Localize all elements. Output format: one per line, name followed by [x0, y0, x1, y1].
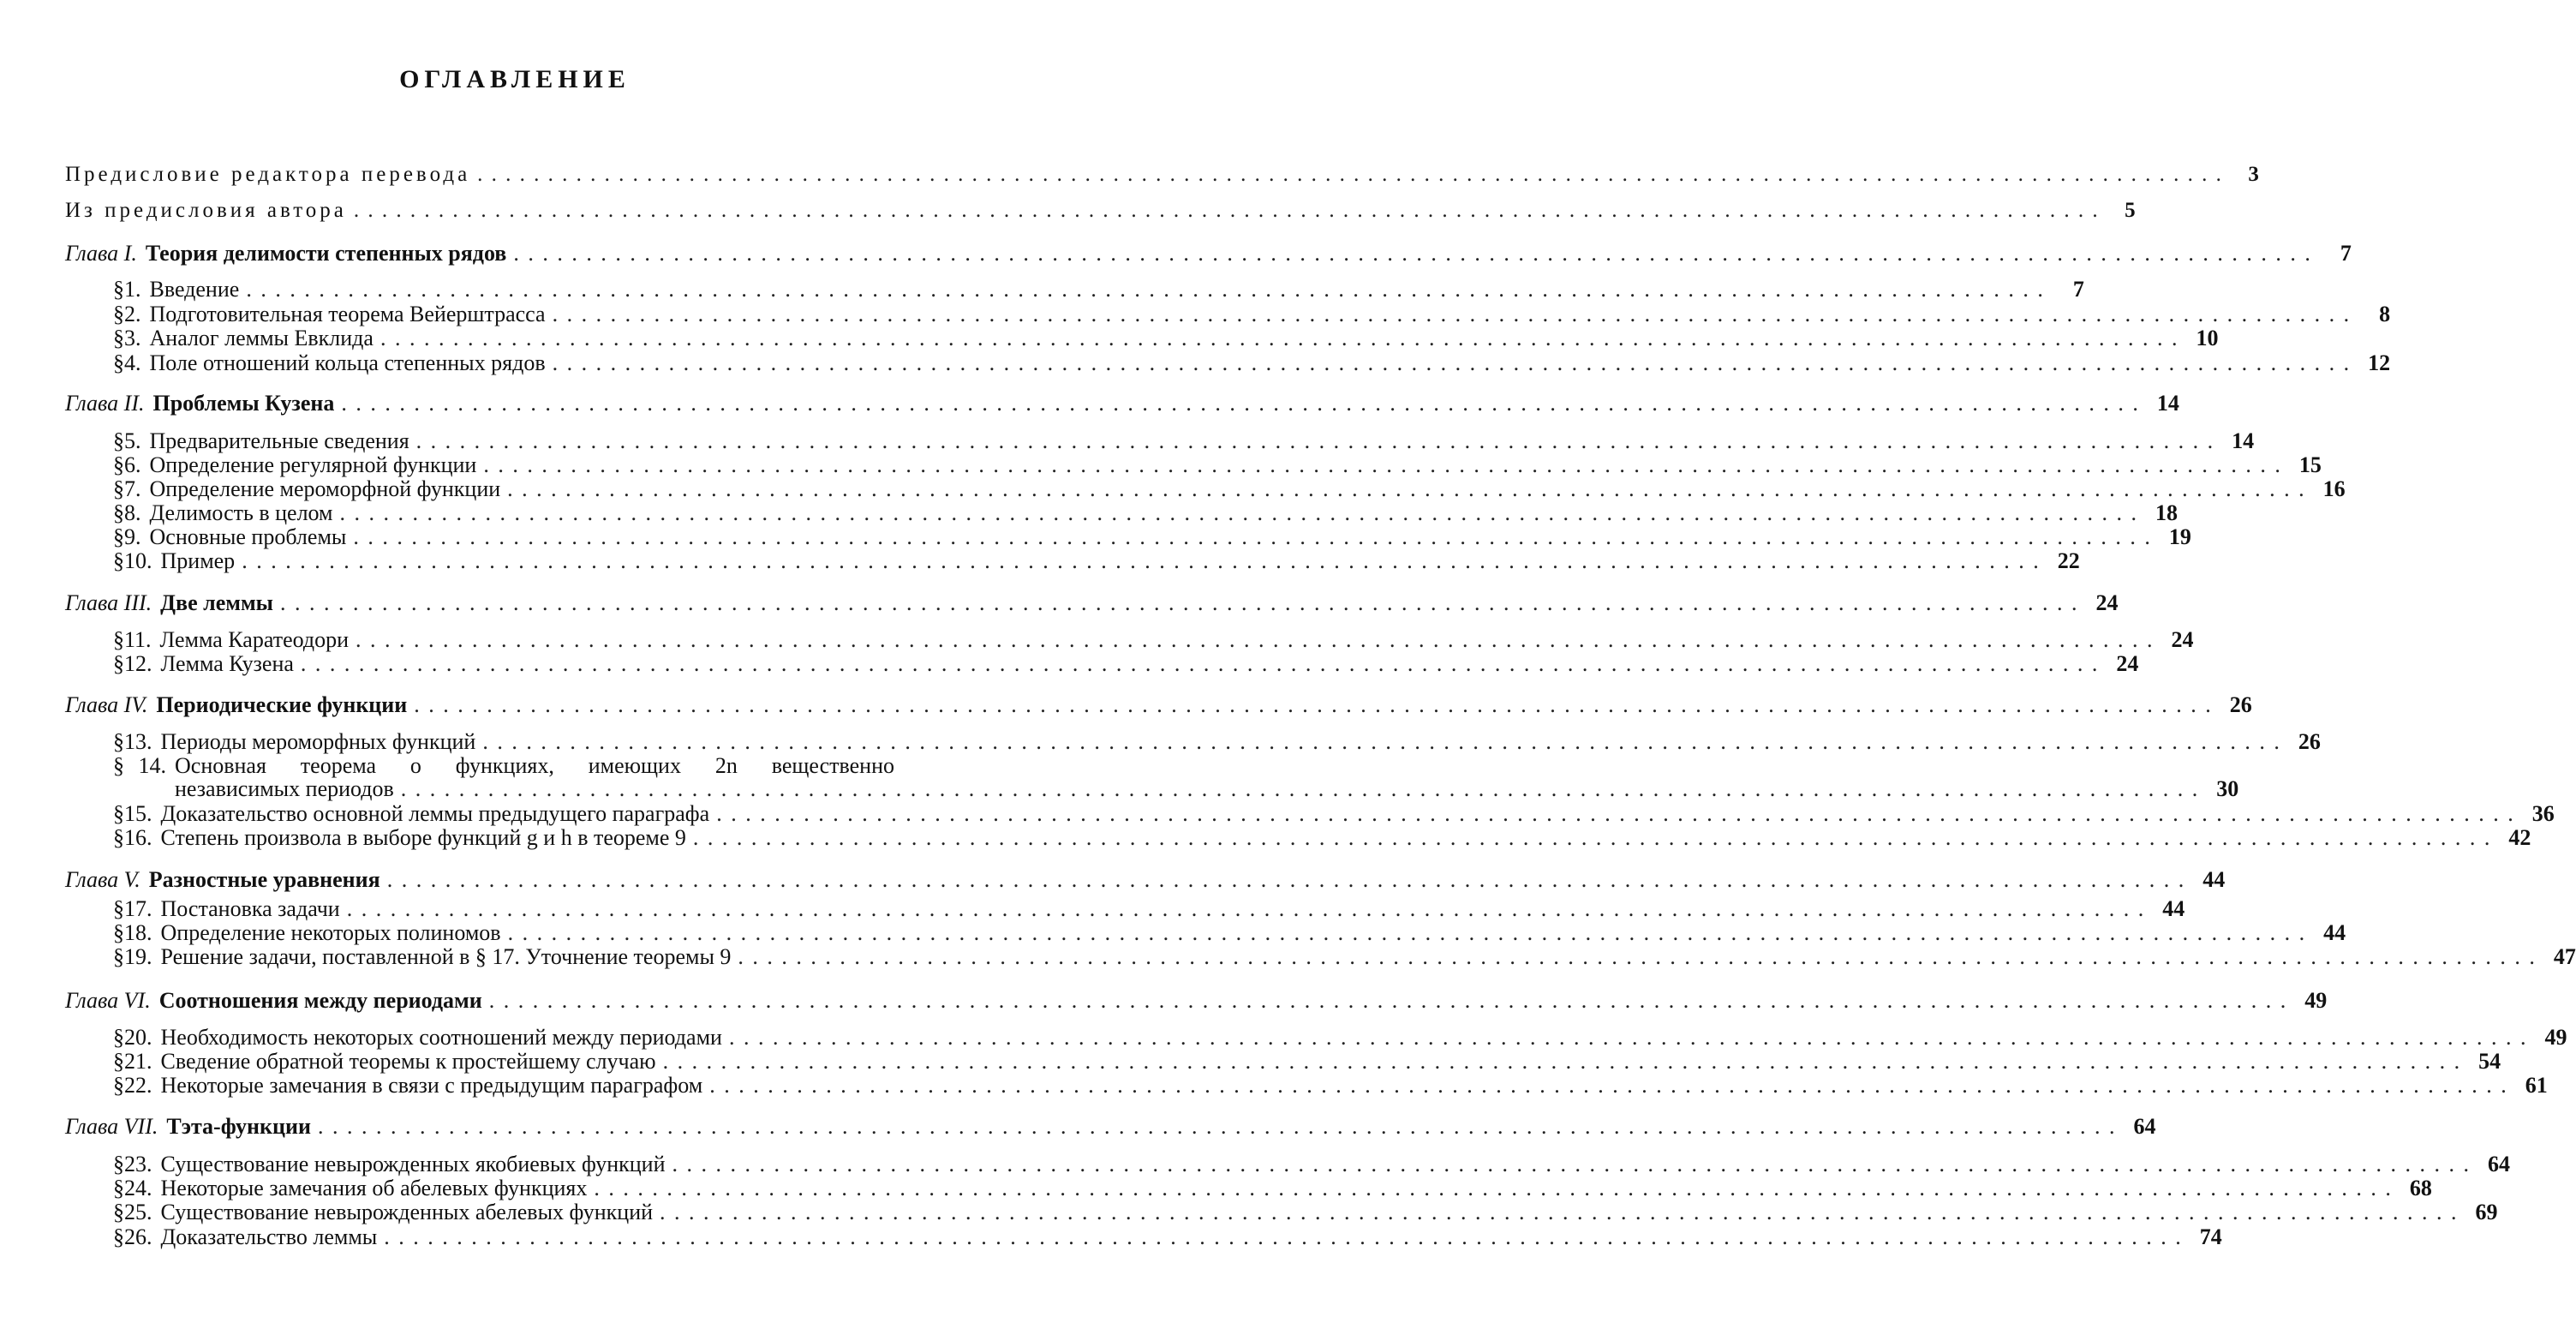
page-number: 10 — [2196, 326, 2219, 350]
section-sign: § — [113, 452, 124, 477]
section-sign: § — [113, 548, 124, 573]
dot-leader — [553, 351, 2352, 375]
section-15 — [65, 801, 2555, 826]
entry-title: Предисловие редактора перевода — [65, 163, 471, 186]
section-sign: § — [113, 1200, 124, 1224]
section-number: 10. — [124, 548, 152, 573]
section-sign: § — [113, 500, 124, 525]
page-number: 7 — [2072, 277, 2084, 302]
section-sign: § — [113, 524, 124, 549]
section-number: 15. — [124, 801, 152, 826]
section-19 — [65, 944, 2576, 969]
section-title: Периоды мероморфных функций — [160, 729, 476, 754]
dot-leader — [414, 693, 2213, 717]
dot-leader — [280, 591, 2079, 615]
chapter-label: Глава IV. — [65, 692, 148, 717]
dot-leader — [729, 1026, 2528, 1050]
page-number: 24 — [2095, 590, 2119, 615]
page-number: 3 — [2248, 163, 2262, 186]
section-title: Основная теорема о функциях, имеющих 2n вещественно — [175, 753, 894, 778]
page-number: 14 — [2232, 428, 2255, 453]
page-number: 18 — [2155, 500, 2179, 525]
chapter-7-heading — [65, 1114, 2156, 1139]
dot-leader — [672, 1152, 2471, 1176]
section-title: Степень произвола в выборе функций g и h в теореме 9 — [160, 825, 686, 850]
page-number: 8 — [2379, 302, 2391, 326]
chapter-title: Теория делимости степенных рядов — [145, 241, 507, 266]
section-number: 22. — [124, 1073, 152, 1098]
page-number: 30 — [2216, 776, 2239, 801]
dot-leader — [242, 549, 2041, 573]
dot-leader — [246, 278, 2045, 302]
page-number: 74 — [2199, 1224, 2222, 1249]
section-title: Существование невырожденных якобиевых функций — [160, 1152, 666, 1176]
section-title: Определение мероморфной функции — [149, 476, 501, 501]
page-number: 49 — [2304, 988, 2328, 1013]
section-title: Введение — [149, 277, 240, 302]
dot-leader — [489, 989, 2288, 1013]
section-18 — [65, 920, 2346, 945]
page-number: 68 — [2409, 1176, 2432, 1200]
page-number: 22 — [2057, 548, 2080, 573]
section-title: Существование невырожденных абелевых функций — [160, 1200, 654, 1224]
section-12 — [65, 651, 2139, 676]
section-number: 16. — [124, 825, 152, 850]
section-number: 19. — [124, 944, 152, 969]
section-sign: § — [113, 476, 124, 501]
chapter-title: Тэта-функции — [166, 1114, 311, 1139]
toc-entry-front-2 — [65, 199, 2139, 223]
section-2 — [65, 302, 2391, 326]
section-17 — [65, 896, 2185, 921]
chapter-label: Глава V. — [65, 867, 140, 892]
dot-leader — [508, 921, 2307, 945]
section-title: Делимость в целом — [149, 500, 333, 525]
section-number: 13. — [124, 729, 152, 754]
section-title: Постановка задачи — [160, 896, 340, 921]
chapter-1-heading — [65, 241, 2352, 266]
page-number: 42 — [2508, 825, 2531, 850]
toc-page — [65, 0, 2576, 1317]
chapter-6-heading — [65, 988, 2328, 1013]
section-sign: § — [113, 627, 124, 652]
page-number: 36 — [2531, 801, 2555, 826]
page-number: 16 — [2322, 476, 2346, 501]
section-sign: § — [113, 1152, 124, 1176]
section-sign: § — [113, 753, 124, 778]
section-sign: § — [113, 801, 124, 826]
section-sign: § — [113, 1025, 124, 1050]
page-number: 47 — [2553, 944, 2576, 969]
chapter-4-heading — [65, 692, 2252, 717]
section-sign: § — [113, 1224, 124, 1249]
dot-leader — [477, 163, 2223, 187]
entry-title: Из предисловия автора — [65, 199, 347, 222]
section-sign: § — [113, 651, 124, 676]
dot-leader — [660, 1200, 2459, 1224]
chapter-label: Глава VII. — [65, 1114, 158, 1139]
dot-leader — [353, 525, 2152, 549]
chapter-title: Разностные уравнения — [148, 867, 380, 892]
section-title: Подготовительная теорема Вейерштрасса — [149, 302, 546, 326]
page-number: 12 — [2368, 350, 2391, 375]
page-title: ОГЛАВЛЕНИЕ — [399, 65, 631, 93]
dot-leader — [482, 730, 2281, 754]
dot-leader — [347, 897, 2146, 921]
page-number: 26 — [2298, 729, 2321, 754]
section-number: 11. — [124, 627, 152, 652]
section-sign: § — [113, 1073, 124, 1098]
section-number: 1. — [124, 277, 141, 302]
section-number: 25. — [124, 1200, 152, 1224]
section-sign: § — [113, 326, 124, 350]
section-title: Лемма Каратеодори — [159, 627, 350, 652]
section-number: 7. — [124, 476, 141, 501]
chapter-5-heading — [65, 867, 2226, 892]
dot-leader — [401, 777, 2200, 801]
section-6 — [65, 452, 2322, 477]
chapter-label: Глава III. — [65, 590, 152, 615]
section-16 — [65, 825, 2531, 850]
section-10 — [65, 548, 2080, 573]
section-14-continuation — [65, 776, 2239, 801]
section-sign: § — [113, 302, 124, 326]
section-number: 24. — [124, 1176, 152, 1200]
page-number: 69 — [2475, 1200, 2498, 1224]
page-number: 61 — [2525, 1073, 2548, 1098]
section-number: 4. — [124, 350, 141, 375]
dot-leader — [340, 501, 2139, 525]
section-title: Основные проблемы — [149, 524, 347, 549]
dot-leader — [594, 1176, 2393, 1200]
section-title: Некоторые замечания об абелевых функциях — [160, 1176, 588, 1200]
section-title-continuation: независимых периодов — [175, 776, 394, 801]
dot-leader — [513, 242, 2312, 266]
section-title: Поле отношений кольца степенных рядов — [149, 350, 546, 375]
dot-leader — [663, 1050, 2462, 1074]
section-number: 21. — [124, 1049, 152, 1074]
section-title: Доказательство леммы — [160, 1224, 378, 1249]
section-number: 3. — [124, 326, 141, 350]
section-sign: § — [113, 277, 124, 302]
chapter-3-heading — [65, 590, 2119, 615]
section-number: 26. — [124, 1224, 152, 1249]
section-20 — [65, 1025, 2567, 1050]
chapter-title: Две леммы — [160, 590, 273, 615]
chapter-label: Глава VI. — [65, 988, 151, 1013]
dot-leader — [716, 802, 2515, 826]
section-24 — [65, 1176, 2432, 1200]
dot-leader — [483, 453, 2282, 477]
dot-leader — [380, 326, 2179, 350]
section-sign: § — [113, 1049, 124, 1074]
section-number: 12. — [124, 651, 152, 676]
section-sign: § — [113, 944, 124, 969]
section-title: Пример — [160, 548, 236, 573]
dot-leader — [553, 302, 2352, 326]
section-title: Доказательство основной леммы предыдущего параграфа — [160, 801, 710, 826]
toc-entry-front-1 — [65, 163, 2262, 187]
section-sign: § — [113, 896, 124, 921]
section-number: 23. — [124, 1152, 152, 1176]
section-sign: § — [113, 350, 124, 375]
dot-leader — [356, 628, 2155, 652]
section-sign: § — [113, 729, 124, 754]
section-number: 8. — [124, 500, 141, 525]
dot-leader — [507, 477, 2306, 501]
chapter-title: Проблемы Кузена — [152, 391, 335, 416]
dot-leader — [301, 652, 2100, 676]
section-title: Аналог леммы Евклида — [149, 326, 374, 350]
dot-leader — [354, 199, 2100, 223]
page-number: 44 — [2162, 896, 2185, 921]
section-8 — [65, 500, 2179, 525]
chapter-label: Глава I. — [65, 241, 137, 266]
chapter-label: Глава II. — [65, 391, 145, 416]
section-22 — [65, 1073, 2548, 1098]
section-number: 5. — [124, 428, 141, 453]
section-title: Решение задачи, поставленной в § 17. Уточнение теоремы 9 — [160, 944, 732, 969]
section-14 — [65, 754, 965, 778]
page-number: 26 — [2229, 692, 2252, 717]
chapter-2-heading — [65, 391, 2179, 416]
page-number: 49 — [2544, 1025, 2567, 1050]
page-number: 54 — [2478, 1049, 2501, 1074]
section-26 — [65, 1224, 2222, 1249]
dot-leader — [693, 826, 2492, 850]
dot-leader — [709, 1074, 2508, 1098]
section-number: 6. — [124, 452, 141, 477]
dot-leader — [416, 429, 2215, 453]
dot-leader — [387, 868, 2186, 892]
section-11 — [65, 627, 2194, 652]
page-number: 64 — [2133, 1114, 2156, 1139]
page-number: 15 — [2298, 452, 2322, 477]
section-number: 20. — [124, 1025, 152, 1050]
page-number: 44 — [2323, 920, 2346, 945]
section-title: Определение регулярной функции — [149, 452, 477, 477]
section-4 — [65, 350, 2391, 375]
page-number: 19 — [2168, 524, 2191, 549]
section-25 — [65, 1200, 2498, 1224]
page-number: 64 — [2488, 1152, 2511, 1176]
section-5 — [65, 428, 2255, 453]
page-number: 5 — [2125, 199, 2139, 222]
page-number: 7 — [2340, 241, 2352, 266]
dot-leader — [384, 1225, 2183, 1249]
section-sign: § — [113, 1176, 124, 1200]
chapter-title: Соотношения между периодами — [158, 988, 482, 1013]
section-sign: § — [113, 825, 124, 850]
section-9 — [65, 524, 2191, 549]
dot-leader — [318, 1115, 2117, 1139]
section-number: 2. — [124, 302, 141, 326]
section-title: Определение некоторых полиномов — [160, 920, 501, 945]
dot-leader — [341, 392, 2140, 416]
section-number: 18. — [124, 920, 152, 945]
section-23 — [65, 1152, 2511, 1176]
section-number: 17. — [124, 896, 152, 921]
page-number: 24 — [2116, 651, 2139, 676]
section-title: Сведение обратной теоремы к простейшему случаю — [160, 1049, 656, 1074]
section-title: Лемма Кузена — [160, 651, 294, 676]
section-title: Необходимость некоторых соотношений между периодами — [160, 1025, 722, 1050]
dot-leader — [738, 945, 2537, 969]
section-number: 14. — [138, 753, 166, 778]
section-sign: § — [113, 428, 124, 453]
section-21 — [65, 1049, 2501, 1074]
section-number: 9. — [124, 524, 141, 549]
section-3 — [65, 326, 2219, 350]
chapter-title: Периодические функции — [156, 692, 408, 717]
section-1 — [65, 277, 2084, 302]
section-title: Некоторые замечания в связи с предыдущим параграфом — [160, 1073, 703, 1098]
page-number: 14 — [2156, 391, 2179, 416]
section-7 — [65, 476, 2346, 501]
page-number: 24 — [2171, 627, 2194, 652]
page-number: 44 — [2202, 867, 2226, 892]
section-sign: § — [113, 920, 124, 945]
section-13 — [65, 729, 2321, 754]
section-title: Предварительные сведения — [149, 428, 409, 453]
